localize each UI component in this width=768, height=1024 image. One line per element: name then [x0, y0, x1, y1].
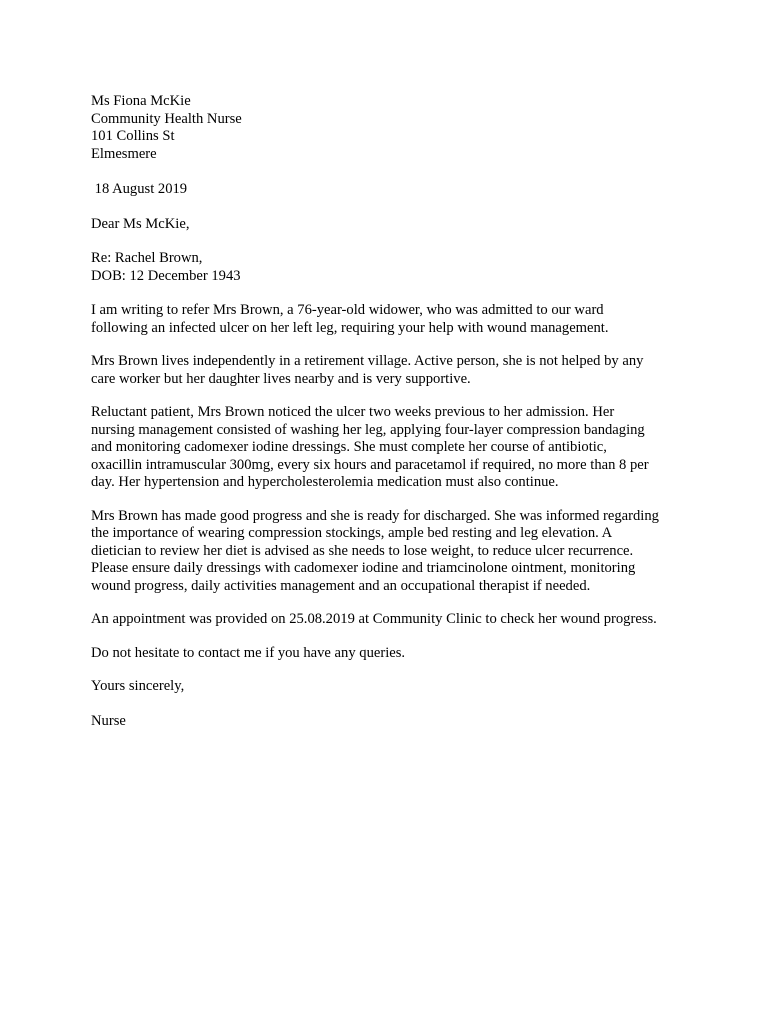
paragraph-line: Please ensure daily dressings with cadomexer iodine and triamcinolone ointment, monitoring — [91, 560, 636, 576]
reference-patient: Re: Rachel Brown, — [91, 250, 203, 266]
closing: Yours sincerely, — [91, 678, 185, 694]
paragraph-line: An appointment was provided on 25.08.2019 at Community Clinic to check her wound progress. — [91, 611, 657, 627]
paragraph-line: I am writing to refer Mrs Brown, a 76-year-old widower, who was admitted to our ward — [91, 302, 604, 318]
recipient-street: 101 Collins St — [91, 128, 175, 144]
recipient-town: Elmesmere — [91, 145, 157, 162]
paragraph-line: oxacillin intramuscular 300mg, every six hours and paracetamol if required, no more than 8 per — [91, 456, 649, 473]
paragraph-line: and monitoring cadomexer iodine dressings. She must complete her course of antibiotic, — [91, 439, 607, 455]
letter-page — [91, 93, 691, 730]
closing-block — [91, 678, 691, 696]
paragraph-2 — [91, 353, 691, 388]
signature-block — [91, 713, 691, 731]
paragraph-line: nursing management consisted of washing her leg, applying four-layer compression bandaging — [91, 421, 645, 438]
recipient-address — [91, 93, 691, 163]
salutation: Dear Ms McKie, — [91, 215, 190, 232]
paragraph-line: care worker but her daughter lives nearby and is very supportive. — [91, 370, 471, 387]
paragraph-line: Do not hesitate to contact me if you have any queries. — [91, 644, 406, 661]
paragraph-1 — [91, 302, 691, 337]
salutation-block — [91, 216, 691, 234]
paragraph-line: following an infected ulcer on her left leg, requiring your help with wound management. — [91, 319, 609, 336]
paragraph-4 — [91, 508, 691, 596]
paragraph-5 — [91, 611, 691, 629]
letter-date: 18 August 2019 — [91, 181, 188, 197]
paragraph-6 — [91, 645, 691, 663]
paragraph-line: wound progress, daily activities management and an occupational therapist if needed. — [91, 577, 591, 594]
paragraph-line: Mrs Brown lives independently in a retirement village. Active person, she is not helped by any — [91, 353, 644, 369]
letter-date-block — [91, 181, 691, 199]
paragraph-line: dietician to review her diet is advised as she needs to lose weight, to reduce ulcer recurrence. — [91, 542, 634, 559]
paragraph-3 — [91, 404, 691, 492]
reference-block — [91, 250, 691, 285]
reference-dob: DOB: 12 December 1943 — [91, 267, 241, 284]
paragraph-line: Reluctant patient, Mrs Brown noticed the ulcer two weeks previous to her admission. Her — [91, 404, 615, 420]
recipient-title: Community Health Nurse — [91, 110, 242, 127]
recipient-name: Ms Fiona McKie — [91, 93, 191, 109]
signature: Nurse — [91, 712, 126, 729]
paragraph-line: day. Her hypertension and hypercholesterolemia medication must also continue. — [91, 474, 559, 490]
paragraph-line: the importance of wearing compression stockings, ample bed resting and leg elevation. A — [91, 525, 613, 541]
paragraph-line: Mrs Brown has made good progress and she is ready for discharged. She was informed regarding — [91, 507, 659, 524]
